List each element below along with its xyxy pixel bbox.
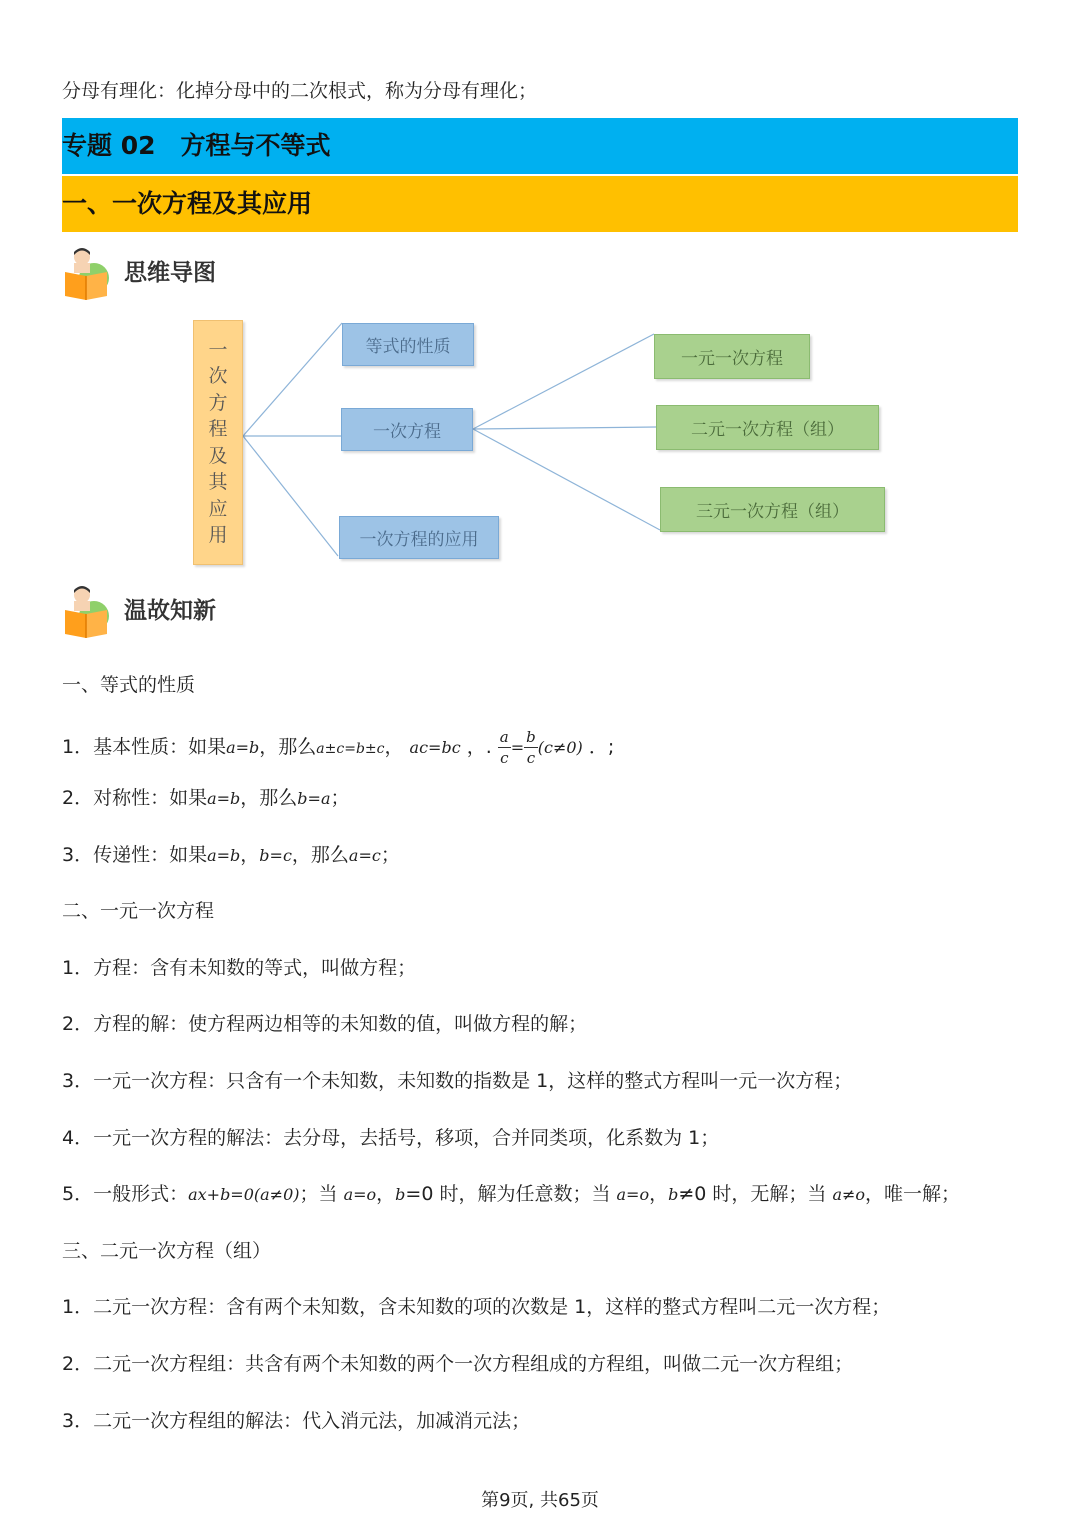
root-char: 一 xyxy=(208,338,228,361)
math: = xyxy=(510,738,525,757)
math: b=c xyxy=(259,846,292,865)
math: b xyxy=(395,1185,406,1204)
review-heading-title: 温故知新 xyxy=(124,598,216,624)
s2-line-5 xyxy=(62,1180,960,1209)
math: a=b xyxy=(207,846,241,865)
math: a±c=b±c xyxy=(316,741,385,757)
intro-line: 分母有理化：化掉分母中的二次根式，称为分母有理化； xyxy=(62,80,538,102)
s1-line-3 xyxy=(62,841,400,870)
mindmap-root xyxy=(193,320,243,565)
s3-line-3: 3．二元一次方程组的解法：代入消元法，加减消元法； xyxy=(62,1410,531,1432)
root-char: 其 xyxy=(208,471,228,493)
mindmap-node-linear-equation: 一次方程 xyxy=(341,408,473,451)
root-char: 应 xyxy=(208,497,228,520)
text: 3．传递性：如果 xyxy=(62,844,208,866)
text: =0 时，解为任意数；当 xyxy=(405,1183,611,1205)
math: b=a xyxy=(297,789,331,808)
mindmap-node-application: 一次方程的应用 xyxy=(339,516,499,559)
text: ，唯一解； xyxy=(865,1183,961,1205)
root-char: 方 xyxy=(208,391,228,414)
text: 2．对称性：如果 xyxy=(62,787,208,809)
section-1-title: 一、等式的性质 xyxy=(62,674,196,696)
text: ； xyxy=(330,787,350,809)
math: b xyxy=(668,1185,679,1204)
math: (c≠0) xyxy=(537,738,583,757)
text: ，那么 xyxy=(259,736,317,758)
text: 1．基本性质：如果 xyxy=(62,736,227,758)
s2-line-2: 2．方程的解：使方程两边相等的未知数的值，叫做方程的解； xyxy=(62,1013,588,1035)
text: ， xyxy=(384,736,404,758)
numerator: a xyxy=(499,728,509,746)
s3-line-2: 2．二元一次方程组：共含有两个未知数的两个一次方程组成的方程组，叫做二元一次方程组； xyxy=(62,1353,854,1375)
root-char: 程 xyxy=(208,418,228,440)
math: ac=bc xyxy=(409,738,461,757)
topic-banner-title: 专题 02 方程与不等式 xyxy=(62,131,331,160)
text: ≠0 时，无解；当 xyxy=(678,1183,827,1205)
mindmap xyxy=(0,0,1080,600)
math: ax+b=0(a≠0) xyxy=(188,1185,300,1204)
s1-line-1 xyxy=(62,727,614,768)
math: a=o xyxy=(616,1185,650,1204)
text: ， xyxy=(376,1183,396,1205)
root-char: 及 xyxy=(208,444,228,467)
section-banner-title: 一、一次方程及其应用 xyxy=(62,189,313,218)
text: ，那么 xyxy=(291,844,349,866)
text: ， xyxy=(649,1183,669,1205)
text: ，那么 xyxy=(240,787,298,809)
text: ， xyxy=(240,844,260,866)
fraction-b-over-c xyxy=(524,727,538,768)
mindmap-connectors xyxy=(0,0,1080,600)
page-footer: 第9页, 共65页 xyxy=(481,1490,599,1511)
section-3-title: 三、二元一次方程（组） xyxy=(62,1240,272,1262)
s2-line-4: 4．一元一次方程的解法：去分母，去括号，移项，合并同类项，化系数为 1； xyxy=(62,1127,720,1149)
denominator: c xyxy=(500,749,509,767)
text: ； xyxy=(380,844,400,866)
numerator: b xyxy=(526,728,536,746)
s2-line-1: 1．方程：含有未知数的等式，叫做方程； xyxy=(62,957,417,979)
math: a≠o xyxy=(832,1185,866,1204)
section-2-title: 二、一元一次方程 xyxy=(62,900,215,922)
mindmap-node-one-var: 一元一次方程 xyxy=(654,334,810,379)
reader-icon xyxy=(62,584,112,640)
mindmap-node-equality-properties: 等式的性质 xyxy=(342,323,474,366)
s3-line-1: 1．二元一次方程：含有两个未知数，含未知数的项的次数是 1，这样的整式方程叫二元一次方程； xyxy=(62,1296,891,1318)
root-char: 次 xyxy=(208,365,228,387)
math: a=o xyxy=(343,1185,377,1204)
math: a=b xyxy=(207,789,241,808)
math: a=b xyxy=(226,738,260,757)
root-char: 用 xyxy=(208,524,228,546)
s2-line-3: 3．一元一次方程：只含有一个未知数，未知数的指数是 1，这样的整式方程叫一元一次方程； xyxy=(62,1070,853,1092)
s1-line-2 xyxy=(62,784,350,813)
text: ；当 xyxy=(299,1183,338,1205)
fraction-a-over-c xyxy=(498,727,511,768)
math: a=c xyxy=(348,846,381,865)
text: 5．一般形式： xyxy=(62,1183,189,1205)
mindmap-heading-title: 思维导图 xyxy=(124,260,216,286)
mindmap-node-two-var: 二元一次方程（组） xyxy=(656,405,879,450)
text: ，. xyxy=(466,736,492,758)
mindmap-node-three-var: 三元一次方程（组） xyxy=(660,487,885,532)
denominator: c xyxy=(526,749,536,767)
text: ．; xyxy=(588,736,615,758)
